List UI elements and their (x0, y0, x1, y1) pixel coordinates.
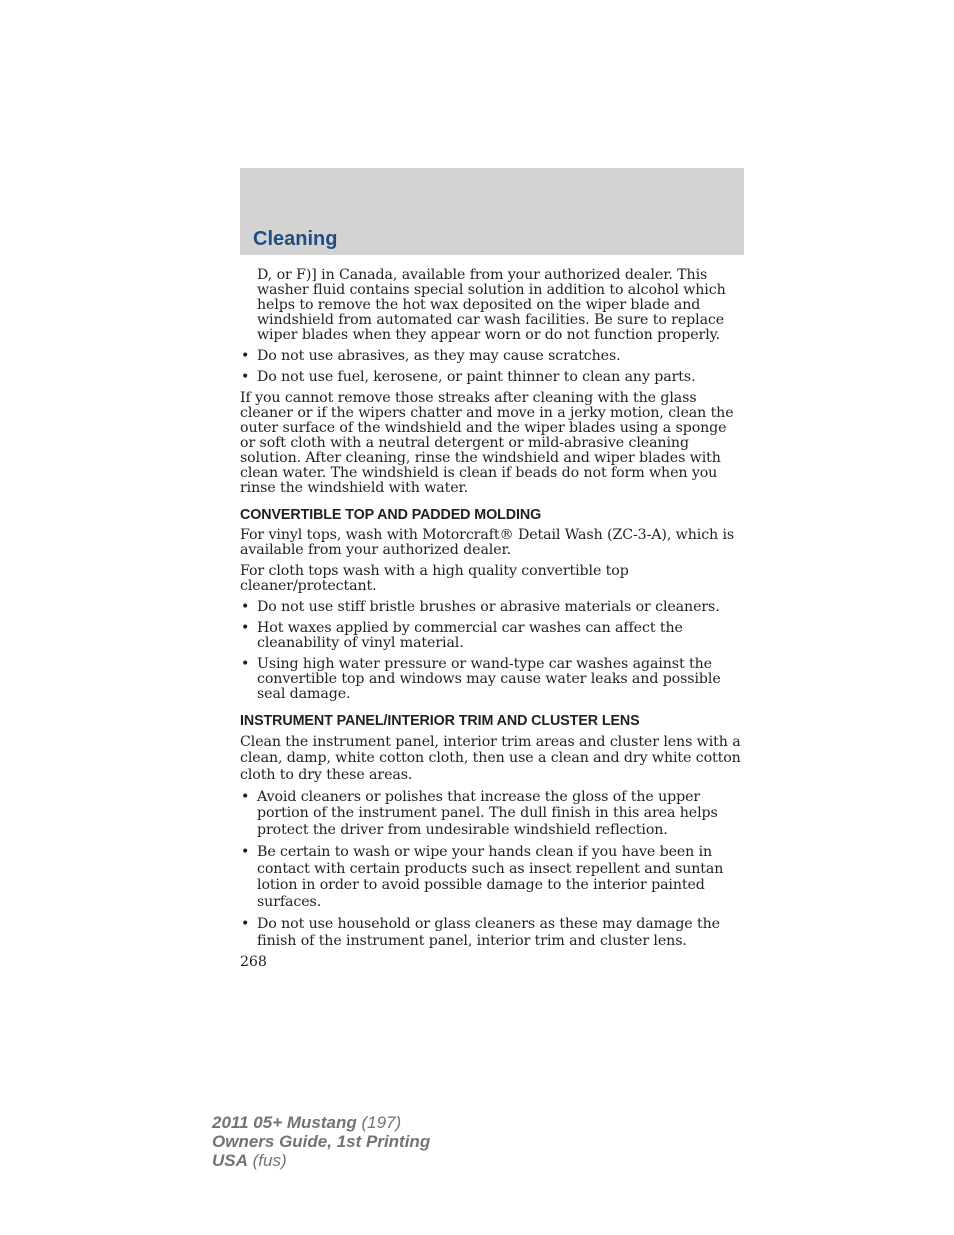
list-item (240, 916, 744, 949)
convertible-heading: CONVERTIBLE TOP AND PADDED MOLDING (240, 507, 542, 523)
list-item-text: Do not use fuel, kerosene, or paint thinner to clean any parts. (257, 369, 696, 385)
footer-line-model (212, 1113, 430, 1132)
list-item (240, 844, 744, 910)
bullet-list (240, 789, 744, 950)
continued-paragraph: D, or F)] in Canada, available from your authorized dealer. This washer fluid contains special solution in addition to alcohol which helps to remove the hot wax deposited on the wiper blade and windshield from automated car wash facilities. Be sure to replace wiper blades when they appear worn or do not function properly. (257, 267, 726, 343)
page-content (240, 268, 744, 970)
footer-model: 2011 05+ Mustang (212, 1113, 357, 1132)
bullet-symbol: • (241, 369, 250, 385)
section-title: Cleaning (253, 228, 338, 250)
list-item (240, 789, 744, 839)
list-item-text: Hot waxes applied by commercial car washes can affect the cleanability of vinyl material. (257, 620, 683, 651)
list-item-text: Be certain to wash or wipe your hands clean if you have been in contact with certain products such as insect repellent and suntan lotion in order to avoid possible damage to the interior painted surfaces. (257, 844, 724, 910)
bullet-symbol: • (241, 599, 250, 615)
list-item (240, 600, 744, 615)
footer-guide: Owners Guide, 1st Printing (212, 1132, 431, 1151)
list-item (240, 657, 744, 702)
section-header-band (240, 168, 744, 255)
list-item (240, 370, 744, 385)
bullet-list (240, 600, 744, 702)
instrument-heading: INSTRUMENT PANEL/INTERIOR TRIM AND CLUSTER LENS (240, 713, 640, 729)
bullet-symbol: • (241, 844, 250, 861)
bullet-list (240, 349, 744, 385)
bullet-symbol: • (241, 916, 250, 933)
list-item-text: Do not use household or glass cleaners as these may damage the finish of the instrument panel, interior trim and cluster lens. (257, 916, 720, 949)
footer-line-market (212, 1151, 430, 1170)
list-item-text: Do not use abrasives, as they may cause scratches. (257, 348, 621, 364)
page-number: 268 (240, 954, 267, 971)
bullet-symbol: • (241, 788, 250, 805)
list-item-text: Avoid cleaners or polishes that increase the gloss of the upper portion of the instrument panel. The dull finish in this area helps protect the driver from undesirable windshield reflection. (257, 788, 718, 838)
bullet-symbol: • (241, 348, 250, 364)
convertible-paragraph: For cloth tops wash with a high quality convertible top cleaner/protectant. (240, 563, 629, 594)
footer-market: USA (212, 1151, 248, 1170)
list-item-text: Using high water pressure or wand-type car washes against the convertible top and windows may cause water leaks and possible seal damage. (257, 656, 721, 702)
list-item-text: Do not use stiff bristle brushes or abrasive materials or cleaners. (257, 599, 720, 615)
footer (212, 1113, 430, 1170)
footer-market-code: (fus) (252, 1151, 287, 1170)
convertible-paragraph: For vinyl tops, wash with Motorcraft® Detail Wash (ZC-3-A), which is available from your authorized dealer. (240, 527, 735, 558)
footer-model-code: (197) (361, 1113, 402, 1132)
bullet-symbol: • (241, 656, 250, 672)
instrument-paragraph: Clean the instrument panel, interior trim areas and cluster lens with a clean, damp, white cotton cloth, then use a clean and dry white cotton cloth to dry these areas. (240, 734, 741, 783)
list-item (240, 621, 744, 651)
windshield-paragraph: If you cannot remove those streaks after cleaning with the glass cleaner or if the wipers chatter and move in a jerky motion, clean the outer surface of the windshield and the wiper blades using a sponge or soft cloth with a neutral detergent or mild-abrasive cleaning solution. After cleaning, rinse the windshield and wiper blades with clean water. The windshield is clean if beads do not form when you rinse the windshield with water. (240, 390, 734, 496)
footer-line-guide (212, 1132, 430, 1151)
list-item (240, 349, 744, 364)
bullet-symbol: • (241, 620, 250, 636)
